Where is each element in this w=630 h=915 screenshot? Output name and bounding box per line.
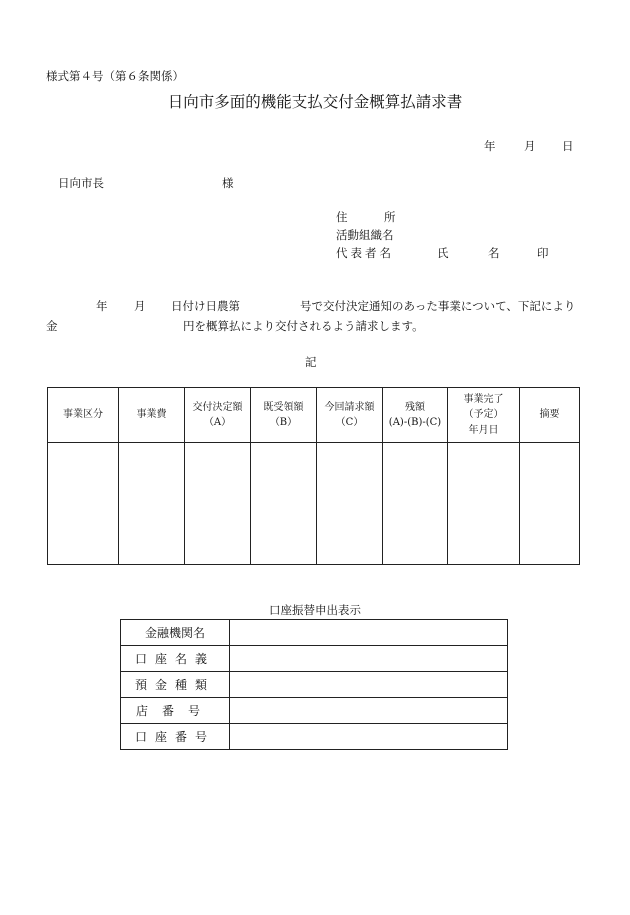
- body-cell-already-received[interactable]: [251, 443, 317, 565]
- date-year-label: 年: [484, 139, 496, 153]
- body-line1-b: 号で交付決定通知のあった事業について、下記により: [300, 299, 576, 313]
- header-cell-remarks: [520, 388, 580, 443]
- account-heading: 口座振替申出表示: [269, 603, 361, 617]
- applicant-name-label-2: 名: [488, 246, 500, 260]
- account-row: [121, 724, 508, 750]
- claim-table: [47, 387, 580, 565]
- header-subtext: （A）: [203, 417, 232, 428]
- body-cell-business-category[interactable]: [48, 443, 119, 565]
- addressee-name: 日向市長: [58, 176, 104, 190]
- account-row: [121, 646, 508, 672]
- account-row: [121, 620, 508, 646]
- account-label-deposit-type: 預金種類: [121, 672, 230, 698]
- applicant-name-label-1: 氏: [437, 246, 449, 260]
- account-row: [121, 698, 508, 724]
- body-cell-business-cost[interactable]: [119, 443, 185, 565]
- applicant-address-label-2: 所: [384, 210, 396, 224]
- body-line1-a: 日付け日農第: [171, 299, 240, 313]
- header-subtext: （予定）: [463, 409, 504, 421]
- body-cell-balance[interactable]: [383, 443, 448, 565]
- account-value-bank-name[interactable]: [230, 620, 508, 646]
- applicant-org-label: 活動組織名: [336, 228, 394, 242]
- header-text: 既受領額: [263, 401, 304, 413]
- header-cell-already-received: [251, 388, 317, 443]
- body-yen-label: 金: [46, 319, 58, 333]
- date-day-label: 日: [562, 139, 574, 153]
- header-subtext: （C）: [335, 417, 364, 428]
- header-cell-grant-decision: [185, 388, 251, 443]
- body-cell-remarks[interactable]: [520, 443, 580, 565]
- account-label-branch-number: 店番号: [121, 698, 230, 724]
- account-value-deposit-type[interactable]: [230, 672, 508, 698]
- header-cell-business-category: [48, 388, 119, 443]
- header-subtext: (A)-(B)-(C): [388, 417, 442, 428]
- date-month-label: 月: [524, 139, 536, 153]
- header-cell-business-cost: [119, 388, 185, 443]
- applicant-seal-label: 印: [537, 246, 549, 260]
- header-subtext: 年月日: [468, 424, 499, 436]
- header-text: 事業完了: [463, 393, 504, 405]
- header-text: 今回請求額: [324, 401, 375, 413]
- account-row: [121, 672, 508, 698]
- account-value-branch-number[interactable]: [230, 698, 508, 724]
- claim-table-header-row: [48, 388, 580, 443]
- body-line2: 円を概算払により交付されるよう請求します。: [183, 319, 424, 333]
- header-text: 事業費: [136, 409, 167, 421]
- body-year-label: 年: [96, 299, 108, 313]
- applicant-address-label: 住: [336, 210, 348, 224]
- header-cell-balance: [383, 388, 448, 443]
- account-label-bank-name: 金融機関名: [121, 620, 230, 646]
- header-text: 摘要: [539, 409, 560, 421]
- header-cell-completion-date: [448, 388, 520, 443]
- header-cell-current-claim: [317, 388, 383, 443]
- header-text: 残額: [405, 401, 425, 413]
- header-text: 交付決定額: [192, 401, 243, 413]
- account-value-account-holder[interactable]: [230, 646, 508, 672]
- account-table: [120, 619, 508, 750]
- header-text: 事業区分: [63, 409, 103, 421]
- account-label-account-holder: 口座名義: [121, 646, 230, 672]
- account-value-account-number[interactable]: [230, 724, 508, 750]
- claim-table-body-row: [48, 443, 580, 565]
- ki-heading: 記: [305, 355, 317, 369]
- form-number: 様式第４号（第６条関係）: [46, 69, 184, 83]
- body-cell-completion-date[interactable]: [448, 443, 520, 565]
- document-title: 日向市多面的機能支払交付金概算払請求書: [167, 93, 463, 111]
- body-month-label: 月: [134, 299, 146, 313]
- header-subtext: （B）: [269, 417, 298, 428]
- body-cell-grant-decision[interactable]: [185, 443, 251, 565]
- account-label-account-number: 口座番号: [121, 724, 230, 750]
- body-cell-current-claim[interactable]: [317, 443, 383, 565]
- addressee-honorific: 様: [222, 176, 234, 190]
- applicant-rep-label: 代表者名: [336, 246, 394, 260]
